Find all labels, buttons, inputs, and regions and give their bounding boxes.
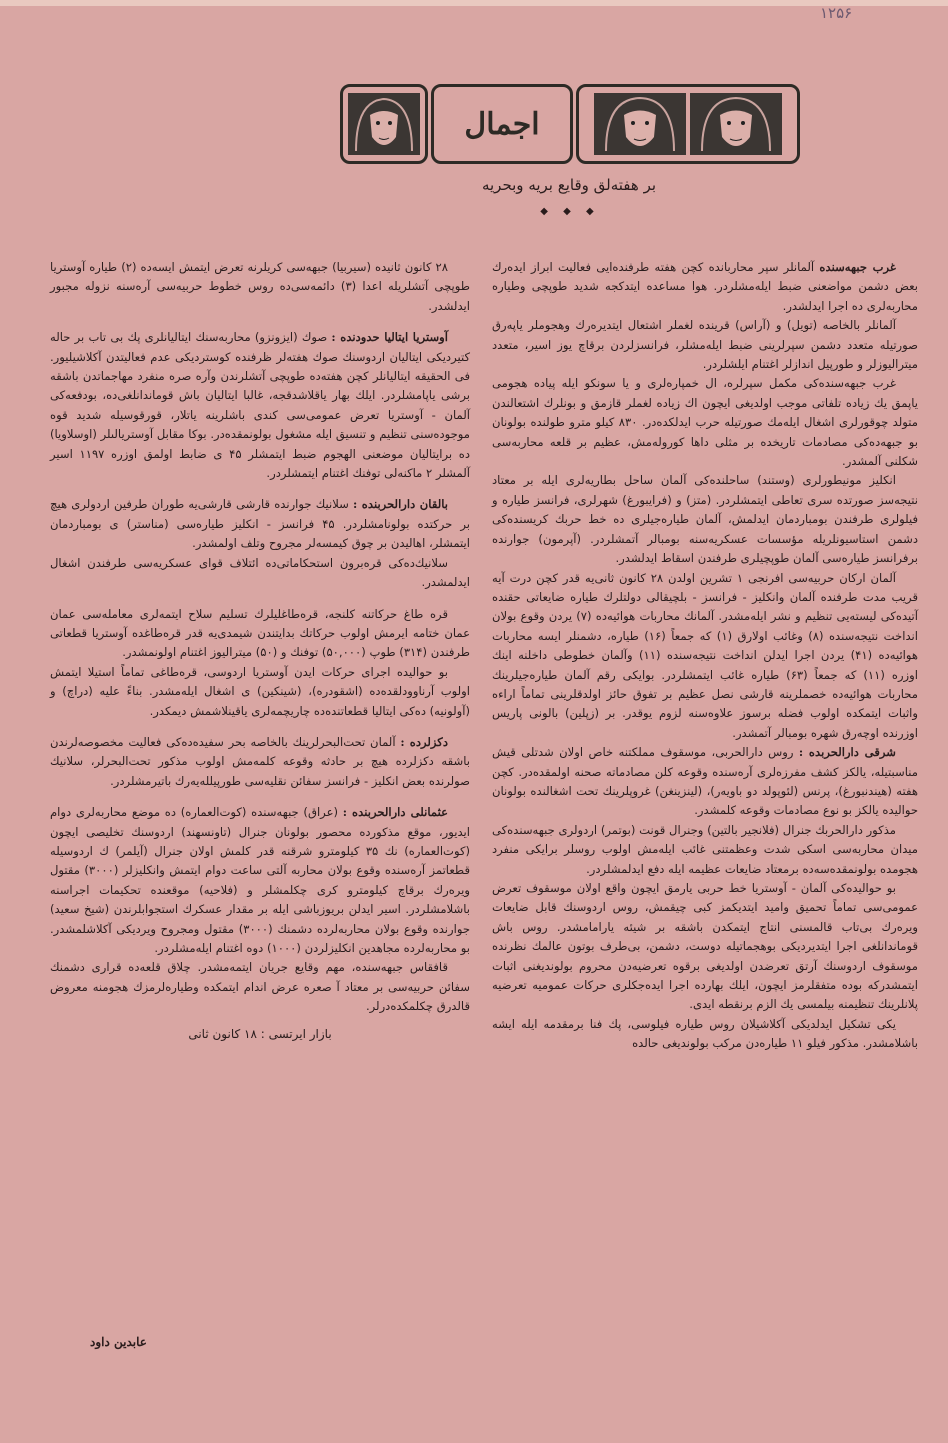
- masthead-title: اجمال: [464, 106, 540, 142]
- paragraph: آلمان اركان حربيه‌سى افرنجى ۱ تشرين اولدن ۲۸ كانون ثانى‌يه قدر كچن درت آيه قريب مدت طرفنده آلمان وانكليز - فرانسز - بلچيقالى دولتلرك طياره ضايعاتى حقنده آتيده‌كى ليسته‌يى تنظيم و نشر ايله‌مشدر. آلمانك محاربات هوائيه‌ده (۷) يردن وقوع بولان انداخت نتيجه‌سنده (۸) وغائب اولارق (۱) كه جمعاً (۱۶) طياره، دشمنلر ايسه محاربات هوائيه‌ده (۴۱) يردن اجرا ايدلن انداخت نتيجه‌سنده (۱۱) وآلمان خطوطى داخلنه اينك اوزره (۱۱) كه جمعاً (۶۳) طياره غائب ايتمشلردر. بوايكى رقم آلمان طياره‌جيلرينك محاربات هوائيه‌ده خصملرينه قارشى نصل عظيم بر تفوق حائز اولدقلرينى تماماً اراءه واثبات ايتمكده اولوب فضله برسوز علاوه‌سنه لزوم يوقدر. بر (زپلين) بالونى پاريس اوزرنده اوچه‌رق شهره بومبالر آتمشدر.: [492, 570, 918, 740]
- ornamental-face-icon: [594, 93, 686, 155]
- paragraph: ۲۸ كانون ثانيده (سيربيا) جبهه‌سى كريلرنه تعرض ايتمش ايسه‌ده (۲) طياره آوستريا طوپچى آتشلريله اعدا (۳) دائمه‌سى‌ده روس خطوط حربيه‌سى آره‌سنه نزوله مجبور ايدلشدر.: [50, 260, 470, 313]
- paragraph: يكى تشكيل ايدلديكى آكلاشيلان روس طياره فيلوسى، پك فنا برمقدمه ايله ايشه باشلامشدر. مذكور فيلو ۱۱ طياره‌دن مركب بولونديغى حالده: [492, 1016, 918, 1051]
- paragraph: غرب جبهه‌سنده‌كى مكمل سپرلره، ال خمپاره‌لرى و يا سونكو ايله پياده هجومى ياپمق يك زياده تلفاتى موجب اولديغى ايچون اك زياده لغملر قازمق و بونلرك اشتعالندن متولد چوقورلرى اشغال ايله‌مك صورتيله حرب ايدلكده‌در. ۸۳۰ كيلو مترو طولنده بولونان بو جبهه‌ده‌كى مصادمات تاريخده بر مثلى داها كوروله‌مش، عظيم بر قلعه محاربه‌سى شكلنى آلمشدر.: [492, 376, 919, 469]
- paragraph: بو حواليده اجراى حركات ايدن آوستريا اردوسى، قره‌طاغى تماماً استيلا ايتمش اولوب آرناوودلقده‌ده (اشقودره)، (شينكين) ى اشغال ايله‌مشدر. بناءً عليه (دراچ) و (آولونيه) ده‌كى ايتاليا قطعاتنده‌ده چاريچمه‌لرى ياقينلاشمش ديمكدر.: [50, 664, 470, 718]
- paragraph: دكزلرده : آلمان تحت‌البحرلرينك بالخاصه بحر سفيده‌ده‌كى فعاليت مخصوصه‌لرندن باشقه دكزلرده هيچ بر حادثه وقوعه كلمه‌مش اولوب مذكور تحت‌البحرلر، سلانيك صولرنده بعض انكليز - فرانسز سفائن نقليه‌سى طورپيلله‌يه‌رك باتيرمشلردر.: [50, 734, 470, 788]
- paragraph: قافقاس جبهه‌سنده، مهم وقايع جريان ايتمه‌مشدر. چلاق قلعه‌ده قرارى دشمنك سفائن حربيه‌سى بر معتاد آ صعره عرض اندام ايتمكده وطياره‌لرمزك هجومنه معروض قالدرق چكلمكده‌درلر.: [50, 960, 470, 1014]
- banner-left-panel: [340, 84, 428, 164]
- paragraph: غرب جبهه‌سنده آلمانلر سپر محاربانده كچن هفته طرفنده‌ايى فعاليت ابراز ايده‌رك بعض دشمن مواضعنى ضبط ايله‌مشلردر. هوا مساعده ايتدكجه شديد طوپچى وطياره محاربه‌لرى ده اجرا ايدلشدر.: [492, 260, 918, 313]
- paragraph: آوستريا ايتاليا حدودنده : صوك (ايزونزو) محاربه‌سنك ايتاليانلرى پك بى تاب بر حاله كتيرديكى ايتاليان اردوسنك صوك هفته‌لر ظرفنده كوسترديكى عدم فعاليتدن آكلاشيليور. فى الحقيقه ايتاليانلر كچن هفته‌ده طوپچى آتشلرندن وآره صره منفرد مهاجماتدن باشقه برشى ياپامشلردر. ايلك بهار ياقلاشدقجه، غالبا ايتاليان باش قوماندانلغى‌ده، بودفعه‌كى آلمان - آوستريا تعرض عمومى‌سى كندى باشلرينه ياتلار، قورقوسيله شديد قوه موجوده‌سنى تنظيم و تنسيق ايله مشغول بولونمقده‌در. بوكا مقابل آوستريالىلر (اوسلاويا) ده برايتاليان موضعنى الهجوم ضبط ايتمشلر ۴۵ ى ضابط اولمق اوزره ۱۱۹۷ اسير آلمشلر ۲ ماكنه‌لى توفنك اغتنام ايتمشلردر.: [50, 330, 470, 481]
- banner-right-panel: [576, 84, 800, 164]
- paragraph: سلانيك‌ده‌كى قره‌برون استحكاماتى‌ده ائتلاف قواى عسكريه‌سى طرفندن اشغال ايدلمشدر.: [50, 555, 470, 590]
- paragraph: شرقى دارالحربده : روس دارالحربى، موسقوف مملكتنه خاص اولان شدتلى قيش مناسبتيله، يالكز كشف مفرزه‌لرى آره‌سنده وقوعه كلن مصادماته صحنه اولمقده‌در. كچن هفته (هيندنبورغ)، پرنس (لئوپولد دو باويه‌ر)، (لينزينغن) غروپلرينك تحت اشغالنده بولونان حواليده يالكز بو نوع مصادمات وقوعه كلمشدر.: [492, 745, 918, 818]
- page-top-edge: [0, 0, 948, 6]
- section-subtitle: بر هفته‌لق وقايع بريه وبحريه: [481, 176, 657, 194]
- paragraph: انكليز مونيطورلرى (وستند) ساحلنده‌كى آلمان ساحل بطاريه‌لرى ايله بر معتاد نتيجه‌سز صورتده سرى تعاطى ايتمشلردر. (متز) و (فرايبورغ) شهرلرى، فرانسز طياره و فيلولرى طرفندن بومباردمان ايدلمش، آلمان طياره‌جيلرى ده خط حربك كريسنده‌كى دشمن استاسيونلريله مؤسسات عسكريه‌سنه بومبالر آتمشلردر. (آپرمون) جوارنده برفرانسز طياره‌سى آلمان طوپچيلرى طرفندن اسقاط ايدلشدر.: [492, 473, 918, 566]
- paragraph: آلمانلر بالخاصه (تويل) و (آراس) قرينده لغملر اشتعال ايتديره‌رك وهجوملر ياپه‌رق صورتيله متعدد دشمن سپرلرينى ضبط ايله‌مشلر، فرانسزلردن برقاچ يوز اسير، متعدد ميتراليوزلر و طورپيل اندازلر اغتنام ايلشلردر.: [492, 318, 918, 372]
- paragraph: مذكور دارالحربك جنرال (فلانجير بالتين) وجنرال قونت (بوتمر) اردولرى جبهه‌سنده‌كى ميدان محاربه‌سى اسكى شدت وعظمتنى غائب ايله‌مش اولوب روسلر برايكى منفرد هجومده بولونمقده‌سه‌ده برمعتاد ضايعات عظيمه ايله دفع ايدلمشلردر.: [492, 822, 918, 876]
- paragraph: بالقان دارالحربنده : سلانيك جوارنده قارشى قارشى‌يه طوران طرفين اردولرى هيچ بر حركتده بولونامشلردر. ۴۵ فرانسز - انكليز طياره‌سى (مناستر) ى بومباردمان ايتمشلر، اهاليدن بر چوق كيمسه‌لر مجروح وتلف اولمشدر.: [50, 497, 471, 551]
- right-column: [492, 258, 918, 1054]
- ornament-dots: ◆ ◆ ◆: [540, 206, 600, 217]
- paragraph: عثمانلى دارالحربنده : (عراق) جبهه‌سنده (كوت‌العماره) ده موضع محاربه‌لرى دوام ايديور، موقع مذكورده محصور بولونان جنرال (تاونسهند) اردوسنك تخليصى ايچون (كوت‌العماره) نك ۳۵ كيلومترو شرقنه قدر كلمش اولان جنرال (آيلمر) ك اردوسيله قطعاتمز آره‌سنده وقوع بولان محاربه آلتى ساعت دوام ايتمش وانكليزلر (۳۰۰۰) مقتول ويره‌رك برقاچ كيلومترو كرى چكلمشلر و (فلاحيه) موقعنده تحكيمات اجراسنه باشلامشلردر. اسير ايدلن بريوزباشى ايله بر مقدار عسكرك استجوابلرندن (شيخ سعيد) جوارنده وقوع بولان محاربه‌لرده دشمنك (۳۰۰۰) مقتول ومجروح ويرديكى آكلاشلمشدر. بو محاربه‌لرده مجاهدين انكليزلردن (۱۰۰۰) دوه اغتنام ايله‌مشلردر.: [50, 805, 470, 955]
- page-number: ۱۲۵۶: [820, 4, 853, 22]
- paragraph: بو حواليده‌كى آلمان - آوستريا خط حربى يارمق ايچون واقع اولان موسقوف تعرض عمومى‌سى تماماً تحميق واميد ايتديكمز كبى چيقمش، روس اردوسنك قابل ضايعات ويره‌رك بى‌تاب قالمسنى انتاج ايتمكدن باشقه بر شيئه يارامامشدر. روس باش قوماندانلغى اجرا ايتديرديكى بوهجماتيله دوست، دشمن، بى‌طرف بوتون عالمك نظرنده موسقوف اردوسنك آرتق تعرضدن اولديغى برقوه تعرضيه‌دن محروم بولونديغنى اثبات ايتمشدركه بوده متفقلرمز ايچون، ايلك بهارده اجرا ايده‌جكلرى حركات عموميه تعرضيه پلانلرينك تنظيمنه بيلمسى يك الزم برنقطه ايدى.: [492, 881, 918, 1012]
- banner-title-panel: [431, 84, 573, 164]
- paragraph: قره طاغ حركاتنه كلنجه، قره‌طاغليلرك تسليم سلاح ايتمه‌لرى معامله‌سى عمان عمان ختامه ايرمش اولوب حركاتك بدايتندن شيمدى‌يه قدر قره‌طاغده آوستريا قطعاتى طرفندن (۳۱۴) طوپ (۵۰,۰۰۰) توفنك و (۵۰) ميترالیوز اغتنام اولونمشدر.: [50, 606, 470, 660]
- author-signature: عابدين داود: [90, 1335, 147, 1349]
- dateline: بازار ايرتسى : ۱۸ كانون ثانى: [188, 1026, 332, 1041]
- masthead-banner: [340, 84, 800, 164]
- left-column: [50, 258, 470, 1044]
- ornamental-face-icon: [348, 93, 420, 155]
- ornamental-face-icon: [690, 93, 782, 155]
